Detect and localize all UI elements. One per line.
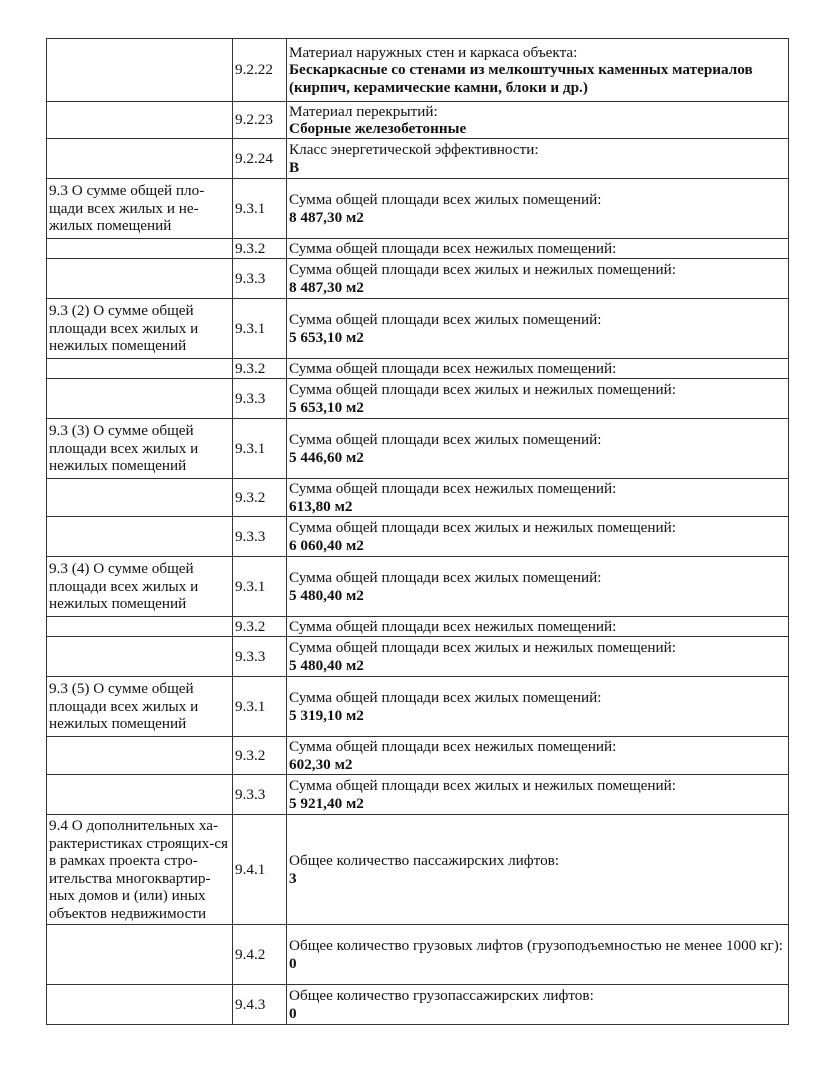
table-row bbox=[47, 299, 789, 359]
field-label: Сумма общей площади всех жилых и нежилых помещений: bbox=[289, 777, 677, 794]
code-cell: 9.3.1 bbox=[233, 299, 287, 359]
content-cell bbox=[287, 299, 789, 359]
table-row bbox=[47, 677, 789, 737]
table-row bbox=[47, 775, 789, 815]
code-cell: 9.2.22 bbox=[233, 39, 287, 102]
content-cell bbox=[287, 179, 789, 239]
field-label: Материал перекрытий: bbox=[289, 102, 438, 120]
section-cell: 9.3 (5) О сумме общей площади всех жилых и нежилых помещений bbox=[47, 677, 233, 737]
code-cell: 9.3.1 bbox=[233, 419, 287, 479]
content-cell bbox=[287, 557, 789, 617]
content-cell bbox=[287, 379, 789, 419]
section-cell bbox=[47, 925, 233, 985]
field-label: Сумма общей площади всех нежилых помещений: bbox=[289, 480, 617, 497]
code-cell: 9.3.2 bbox=[233, 239, 287, 259]
code-cell: 9.4.2 bbox=[233, 925, 287, 985]
code-cell: 9.4.3 bbox=[233, 985, 287, 1025]
code-cell: 9.3.1 bbox=[233, 179, 287, 239]
section-cell bbox=[47, 39, 233, 102]
code-cell: 9.3.3 bbox=[233, 637, 287, 677]
table-row bbox=[47, 102, 789, 139]
code-cell: 9.3.1 bbox=[233, 677, 287, 737]
field-value: 0 bbox=[289, 1004, 297, 1022]
code-cell: 9.3.3 bbox=[233, 259, 287, 299]
section-cell bbox=[47, 139, 233, 179]
field-value: 602,30 м2 bbox=[289, 755, 353, 773]
field-label: Сумма общей площади всех нежилых помещений: bbox=[289, 738, 617, 755]
field-label: Класс энергетической эффективности: bbox=[289, 141, 539, 158]
field-value: 5 653,10 м2 bbox=[289, 398, 364, 416]
section-cell: 9.3 (3) О сумме общей площади всех жилых и нежилых помещений bbox=[47, 419, 233, 479]
table-row bbox=[47, 179, 789, 239]
field-value: 5 921,40 м2 bbox=[289, 794, 364, 812]
field-label: Сумма общей площади всех нежилых помещений: bbox=[289, 359, 617, 377]
table-row bbox=[47, 617, 789, 637]
table-row bbox=[47, 359, 789, 379]
field-label: Сумма общей площади всех нежилых помещений: bbox=[289, 617, 617, 635]
table-row bbox=[47, 517, 789, 557]
field-value: Бескаркасные со стенами из мелкоштучных каменных материалов (кирпич, керамические камни, блоки и др.) bbox=[289, 61, 753, 96]
field-value: 613,80 м2 bbox=[289, 497, 353, 515]
field-label: Сумма общей площади всех жилых помещений: bbox=[289, 569, 602, 586]
field-value: 5 480,40 м2 bbox=[289, 656, 364, 674]
section-cell bbox=[47, 239, 233, 259]
table-row bbox=[47, 379, 789, 419]
field-value: B bbox=[289, 158, 300, 176]
field-value: 5 319,10 м2 bbox=[289, 706, 364, 724]
code-cell: 9.3.2 bbox=[233, 617, 287, 637]
field-label: Сумма общей площади всех жилых и нежилых помещений: bbox=[289, 519, 677, 536]
table-row bbox=[47, 139, 789, 179]
code-cell: 9.3.2 bbox=[233, 479, 287, 517]
field-value: 6 060,40 м2 bbox=[289, 536, 364, 554]
field-label: Сумма общей площади всех жилых и нежилых помещений: bbox=[289, 261, 677, 278]
content-cell bbox=[287, 239, 789, 259]
field-label: Общее количество грузовых лифтов (грузоподъемностью не менее 1000 кг): bbox=[289, 937, 784, 954]
field-label: Общее количество грузопассажирских лифтов: bbox=[289, 987, 594, 1004]
section-cell bbox=[47, 359, 233, 379]
section-cell: 9.4 О дополнительных ха-рактеристиках строящих-ся в рамках проекта стро-ительства многоквартир-ных домов и (или) иных объектов недвижимости bbox=[47, 815, 233, 925]
document-table bbox=[46, 38, 789, 1025]
field-label: Сумма общей площади всех жилых помещений: bbox=[289, 431, 602, 448]
section-cell bbox=[47, 102, 233, 139]
section-cell bbox=[47, 617, 233, 637]
field-value: 5 480,40 м2 bbox=[289, 586, 364, 604]
field-label: Сумма общей площади всех жилых помещений: bbox=[289, 689, 602, 706]
code-cell: 9.2.24 bbox=[233, 139, 287, 179]
section-cell: 9.3 (2) О сумме общей площади всех жилых и нежилых помещений bbox=[47, 299, 233, 359]
field-label: Сумма общей площади всех жилых помещений: bbox=[289, 191, 602, 208]
section-cell bbox=[47, 737, 233, 775]
field-value: 0 bbox=[289, 954, 297, 972]
content-cell bbox=[287, 39, 789, 102]
content-cell bbox=[287, 517, 789, 557]
code-cell: 9.2.23 bbox=[233, 102, 287, 139]
table-row bbox=[47, 815, 789, 925]
table-row bbox=[47, 39, 789, 102]
table-row bbox=[47, 637, 789, 677]
field-value: 5 446,60 м2 bbox=[289, 448, 364, 466]
field-label: Сумма общей площади всех нежилых помещений: bbox=[289, 239, 617, 257]
content-cell bbox=[287, 259, 789, 299]
content-cell bbox=[287, 737, 789, 775]
content-cell bbox=[287, 102, 789, 139]
field-label: Сумма общей площади всех жилых помещений: bbox=[289, 311, 602, 328]
content-cell bbox=[287, 359, 789, 379]
content-cell bbox=[287, 637, 789, 677]
field-label: Сумма общей площади всех жилых и нежилых помещений: bbox=[289, 639, 677, 656]
field-label: Сумма общей площади всех жилых и нежилых помещений: bbox=[289, 381, 677, 398]
section-cell bbox=[47, 517, 233, 557]
content-cell bbox=[287, 815, 789, 925]
code-cell: 9.3.3 bbox=[233, 775, 287, 815]
field-label: Материал наружных стен и каркаса объекта: bbox=[289, 43, 578, 61]
section-cell bbox=[47, 985, 233, 1025]
table-row bbox=[47, 419, 789, 479]
field-value: Сборные железобетонные bbox=[289, 120, 467, 137]
code-cell: 9.3.3 bbox=[233, 517, 287, 557]
table-row bbox=[47, 737, 789, 775]
content-cell bbox=[287, 419, 789, 479]
code-cell: 9.4.1 bbox=[233, 815, 287, 925]
table-row bbox=[47, 239, 789, 259]
code-cell: 9.3.2 bbox=[233, 737, 287, 775]
field-value: 3 bbox=[289, 869, 297, 887]
section-cell bbox=[47, 259, 233, 299]
code-cell: 9.3.2 bbox=[233, 359, 287, 379]
table-row bbox=[47, 985, 789, 1025]
field-label: Общее количество пассажирских лифтов: bbox=[289, 852, 560, 869]
code-cell: 9.3.1 bbox=[233, 557, 287, 617]
table-row bbox=[47, 259, 789, 299]
content-cell bbox=[287, 677, 789, 737]
section-cell: 9.3 (4) О сумме общей площади всех жилых и нежилых помещений bbox=[47, 557, 233, 617]
table-row bbox=[47, 557, 789, 617]
section-cell bbox=[47, 637, 233, 677]
table-row bbox=[47, 925, 789, 985]
field-value: 5 653,10 м2 bbox=[289, 328, 364, 346]
section-cell bbox=[47, 379, 233, 419]
field-value: 8 487,30 м2 bbox=[289, 208, 364, 226]
section-cell bbox=[47, 479, 233, 517]
content-cell bbox=[287, 985, 789, 1025]
section-cell bbox=[47, 775, 233, 815]
section-cell: 9.3 О сумме общей пло-щади всех жилых и не-жилых помещений bbox=[47, 179, 233, 239]
content-cell bbox=[287, 925, 789, 985]
content-cell bbox=[287, 479, 789, 517]
code-cell: 9.3.3 bbox=[233, 379, 287, 419]
content-cell bbox=[287, 617, 789, 637]
content-cell bbox=[287, 139, 789, 179]
table-row bbox=[47, 479, 789, 517]
field-value: 8 487,30 м2 bbox=[289, 278, 364, 296]
content-cell bbox=[287, 775, 789, 815]
